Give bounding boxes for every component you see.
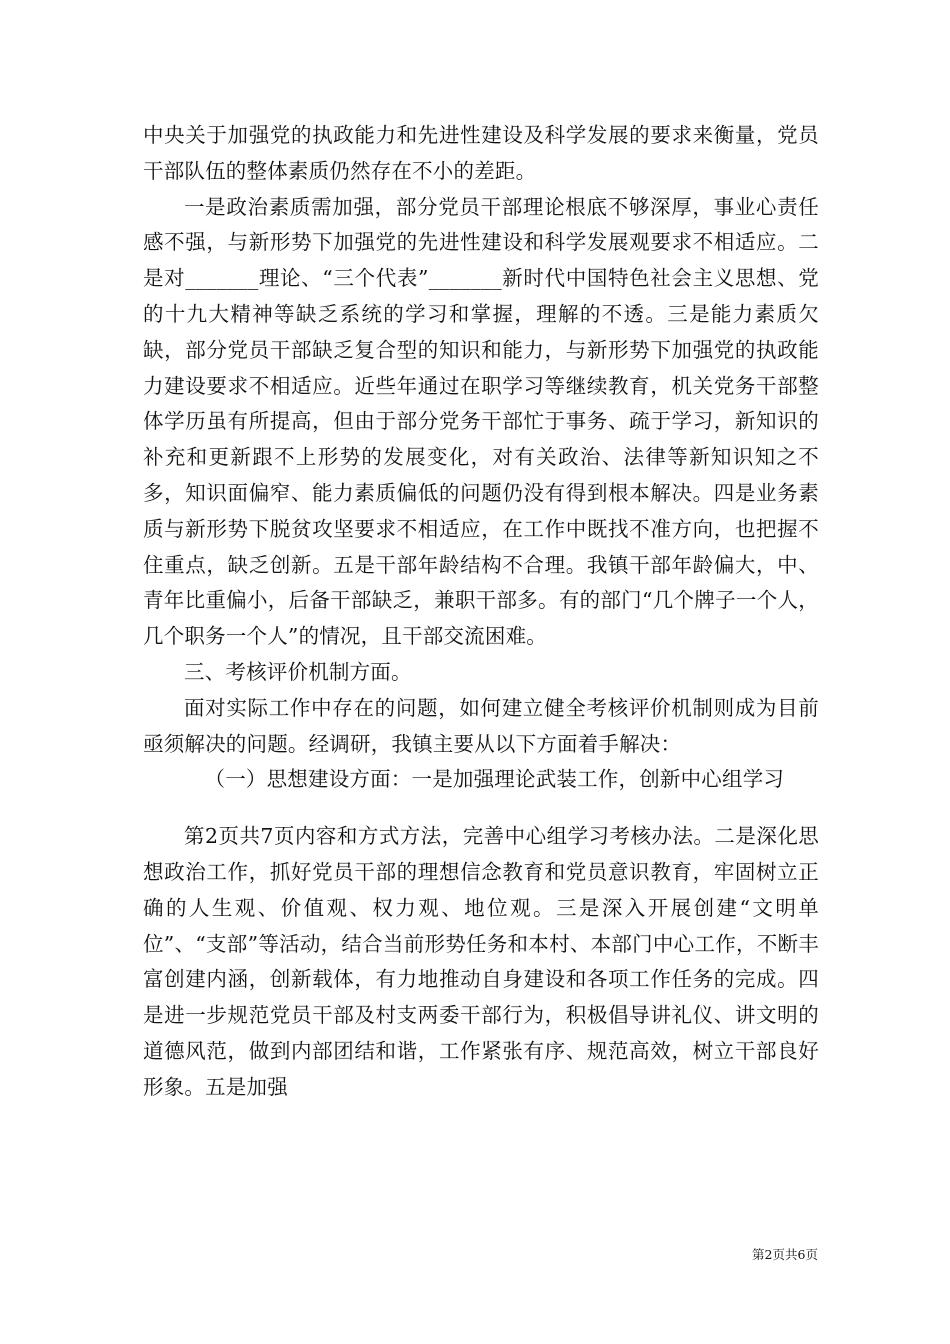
paragraph-evaluation-intro: 面对实际工作中存在的问题，如何建立健全考核评价机制则成为目前亟须解决的问题。经调研，我镇主要从以下方面着手解决： <box>143 695 819 756</box>
document-body <box>143 118 819 1106</box>
paragraph-ideology-construction: （一）思想建设方面：一是加强理论武装工作，创新中心组学习 <box>204 767 785 792</box>
paragraph-continuation: 中央关于加强党的执政能力和先进性建设及科学发展的要求来衡量，党员干部队伍的整体素质仍然存在不小的差距。 <box>143 123 819 183</box>
paragraph-quality-issues: 一是政治素质需加强，部分党员干部理论根底不够深厚，事业心责任感不强，与新形势下加强党的先进性建设和科学发展观要求不相适应。二是对_______理论、“三个代表”_______新时代中国特色社会主义思想、党的十九大精神等缺乏系统的学习和掌握，理解的不透。三是能力素质欠缺，部分党员干部缺乏复合型的知识和能力，与新形势下加强党的执政能力建设要求不相适应。近些年通过在职学习等继续教育，机关党务干部整体学历虽有所提高，但由于部分党务干部忙于事务、疏于学习，新知识的补充和更新跟不上形势的发展变化，对有关政治、法律等新知识知之不多，知识面偏窄、能力素质偏低的问题仍没有得到根本解决。四是业务素质与新形势下脱贫攻坚要求不相适应，在工作中既找不准方向，也把握不住重点，缺乏创新。五是干部年龄结构不合理。我镇干部年龄偏大，中、青年比重偏小，后备干部缺乏，兼职干部多。有的部门“几个牌子一个人，几个职务一个人”的情况，且干部交流困难。 <box>143 194 819 649</box>
section-heading-evaluation: 三、考核评价机制方面。 <box>184 659 412 684</box>
page-number-footer: 第2页共6页 <box>752 1247 818 1262</box>
paragraph-ideology-continuation: 第2页共7页内容和方式方法，完善中心组学习考核办法。二是深化思想政治工作，抓好党员干部的理想信念教育和党员意识教育，牢固树立正确的人生观、价值观、权力观、地位观。三是深入开展创建“文明单位”、“支部”等活动，结合当前形势任务和本村、本部门中心工作，不断丰富创建内涵，创新载体，有力地推动自身建设和各项工作任务的完成。四是进一步规范党员干部及村支两委干部行为，积极倡导讲礼仪、讲文明的道德风范，做到内部团结和谐，工作紧张有序、规范高效，树立干部良好形象。五是加强 <box>143 824 819 1099</box>
